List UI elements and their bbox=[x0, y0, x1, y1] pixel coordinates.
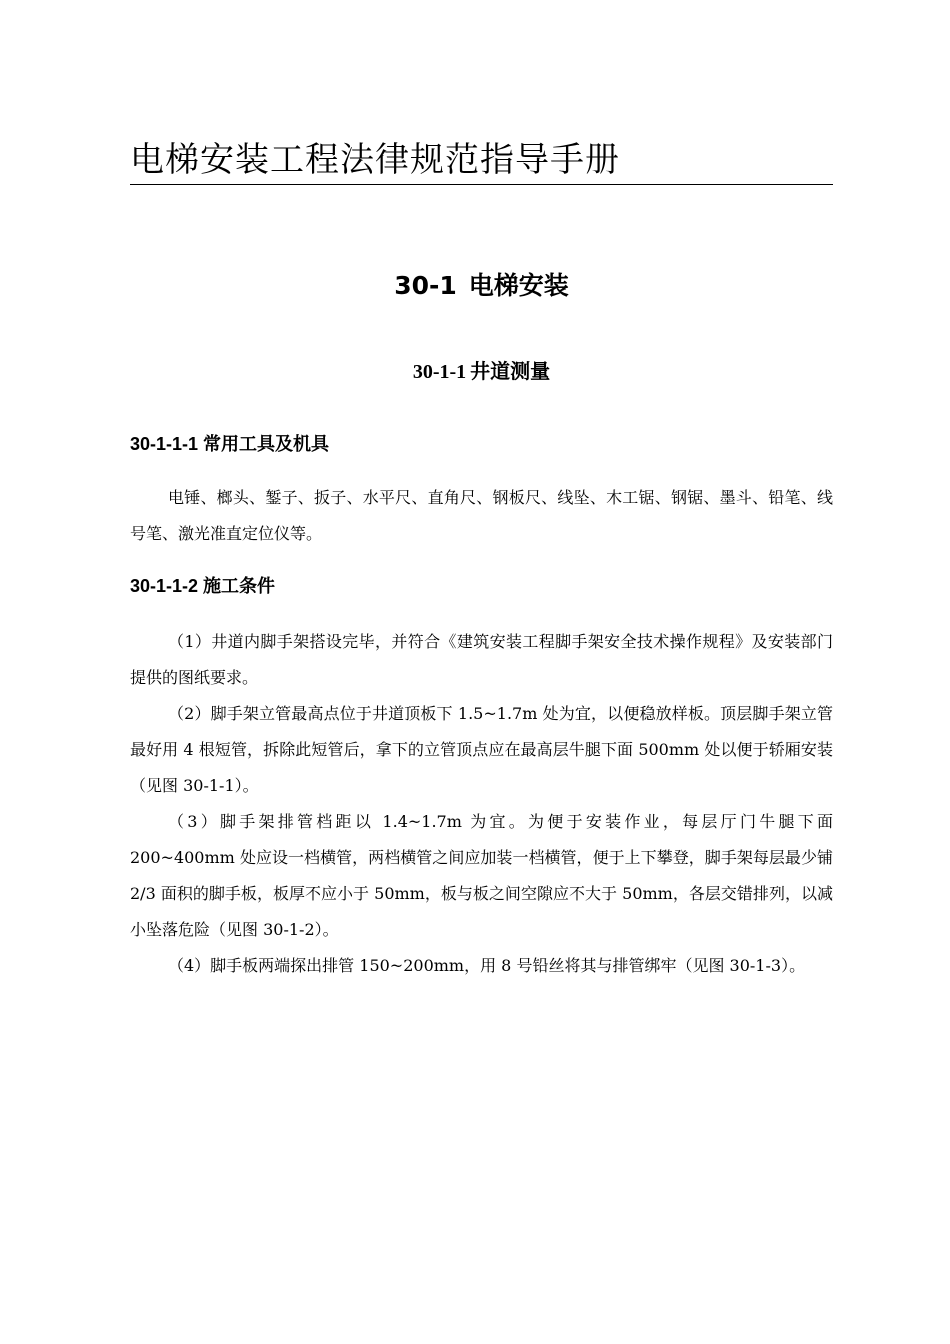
subsection-title: 施工条件 bbox=[203, 576, 276, 597]
subsection-heading-tools bbox=[130, 430, 833, 459]
tools-paragraph: 电锤、榔头、錾子、扳子、水平尺、直角尺、钢板尺、线坠、木工锯、钢锯、墨斗、铅笔、线号笔、激光准直定位仪等。 bbox=[130, 488, 833, 543]
section-heading bbox=[130, 356, 833, 387]
chapter-number: 30-1 bbox=[394, 271, 457, 300]
chapter-title: 电梯安装 bbox=[468, 271, 569, 300]
subsection-heading-conditions bbox=[130, 572, 833, 601]
section-number: 30-1-1 bbox=[412, 361, 467, 383]
condition-paragraph-3: （3）脚手架排管档距以 1.4~1.7m 为宜。为便于安装作业，每层厅门牛腿下面 200~400mm 处应设一档横管，两档横管之间应加装一档横管，便于上下攀登，脚手架每层最少铺 2/3 面积的脚手板，板厚不应小于 50mm，板与板之间空隙应不大于 50mm，各层交错排列，以减小坠落危险（见图 30-1-2）。 bbox=[130, 812, 833, 939]
condition-paragraph-4: （4）脚手板两端探出排管 150~200mm，用 8 号铅丝将其与排管绑牢（见图 30-1-3）。 bbox=[168, 956, 806, 975]
document-title: 电梯安装工程法律规范指导手册 bbox=[130, 140, 620, 180]
condition-paragraph-1: （1）井道内脚手架搭设完毕，并符合《建筑安装工程脚手架安全技术操作规程》及安装部门提供的图纸要求。 bbox=[130, 632, 833, 687]
title-underline bbox=[130, 184, 833, 185]
chapter-heading bbox=[130, 268, 833, 304]
condition-paragraph-2: （2）脚手架立管最高点位于井道顶板下 1.5~1.7m 处为宜，以便稳放样板。顶层脚手架立管最好用 4 根短管，拆除此短管后，拿下的立管顶点应在最高层牛腿下面 500mm 处以便于轿厢安装（见图 30-1-1）。 bbox=[130, 704, 833, 795]
subsection-number: 30-1-1-2 bbox=[130, 576, 199, 596]
subsection-number: 30-1-1-1 bbox=[130, 434, 199, 454]
section-title: 井道测量 bbox=[470, 359, 551, 383]
subsection-title: 常用工具及机具 bbox=[203, 434, 330, 455]
